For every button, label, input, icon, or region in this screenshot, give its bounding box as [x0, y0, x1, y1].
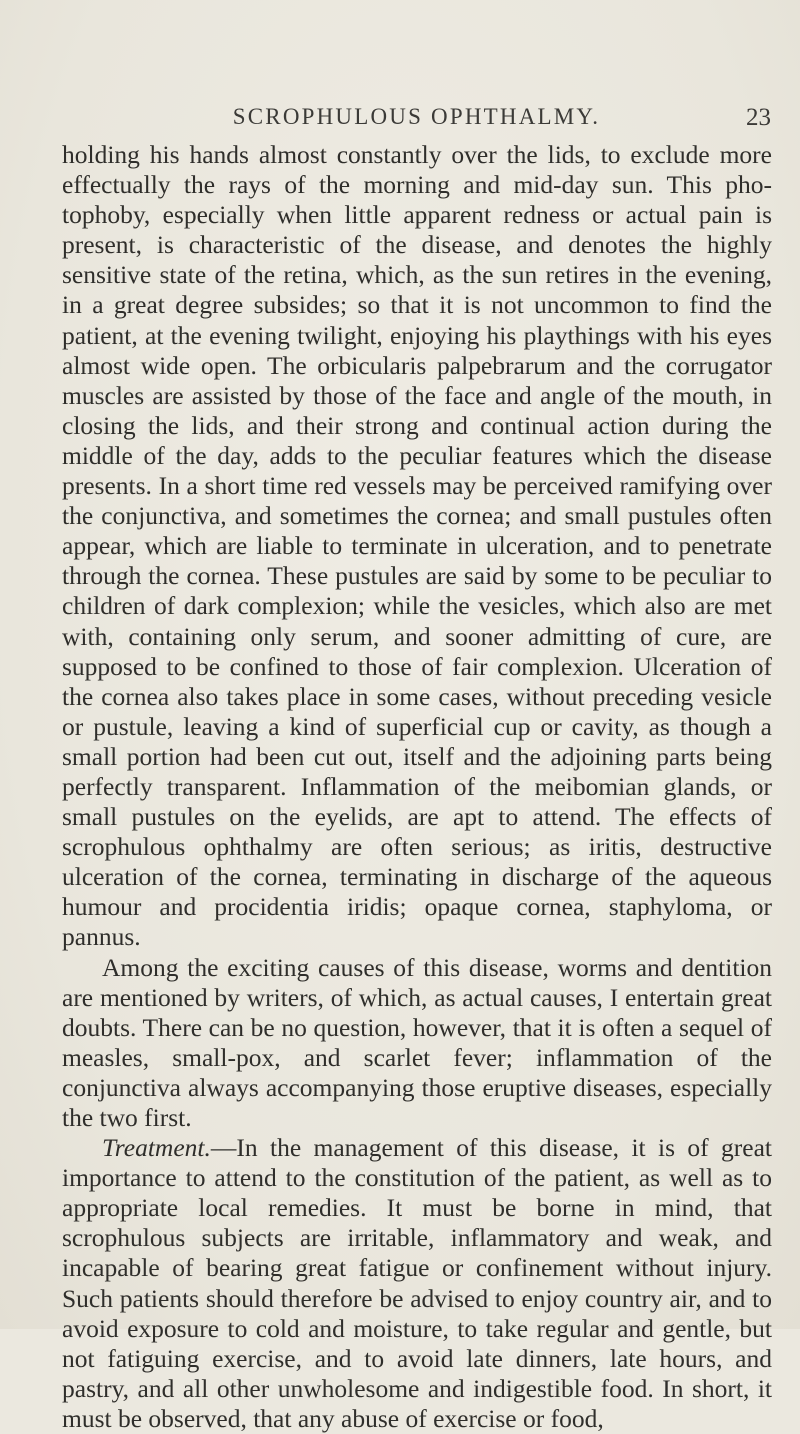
- paragraph-treatment: [62, 1133, 772, 1434]
- page-number: 23: [746, 104, 771, 131]
- running-title: SCROPHULOUS OPHTHALMY.: [232, 104, 601, 129]
- paragraph-causes: [62, 953, 772, 1134]
- paragraph-text: —In the management of this disease, it is of great importance to attend to the constitution of the patient, as well as to appropriate local remedies. It must be borne in mind, that scrophulous subjects are irritable, inflammatory and weak, and incapable of bearing great fatigue or confinement without injury. Such patients should therefore be advised to enjoy country air, and to avoid exposure to cold and moisture, to take regular and gentle, but not fatiguing exercise, and to avoid late dinners, late hours, and pastry, and all other unwholesome and indigestible food. In short, it must be observed, that any abuse of exercise or food,: [62, 1133, 772, 1433]
- paragraph-symptoms: [62, 140, 772, 953]
- running-head: [62, 104, 771, 138]
- section-lead-treatment: Treatment.: [102, 1133, 211, 1163]
- paragraph-text: holding his hands almost constantly over the lids, to exclude more effectually the rays of the morning and mid-day sun. This photophoby, especially when little apparent redness or actual pain is present, is characteristic of the disease, and denotes the highly sensitive state of the retina, which, as the sun retires in the evening, in a great degree subsides; so that it is not uncommon to find the patient, at the evening twilight, enjoying his playthings with his eyes almost wide open. The orbicularis palpebrarum and the corrugator muscles are assisted by those of the face and angle of the mouth, in closing the lids, and their strong and continual action during the middle of the day, adds to the peculiar features which the disease presents. In a short time red vessels may be perceived ramifying over the conjunctiva, and sometimes the cornea; and small pustules often appear, which are liable to terminate in ulceration, and to penetrate through the cornea. These pustules are said by some to be peculiar to children of dark complexion; while the vesicles, which also are met with, containing only serum, and sooner admitting of cure, are supposed to be confined to those of fair complexion. Ulceration of the cornea also takes place in some cases, without preceding vesicle or pustule, leaving a kind of superficial cup or cavity, as though a small portion had been cut out, itself and the adjoining parts being perfectly transparent. Inflammation of the meibomian glands, or small pustules on the eyelids, are apt to attend. The effects of scrophulous ophthalmy are often serious; as iritis, destructive ulceration of the cornea, terminating in discharge of the aqueous humour and procidentia iridis; opaque cornea, staphyloma, or pannus.: [62, 140, 772, 952]
- body-text: [62, 140, 772, 1434]
- paragraph-text: Among the exciting causes of this disease, worms and dentition are mentioned by writers, of which, as actual causes, I entertain great doubts. There can be no question, however, that it is often a sequel of measles, small-pox, and scarlet fever; inflammation of the conjunctiva always accompanying those eruptive diseases, especially the two first.: [62, 952, 772, 1132]
